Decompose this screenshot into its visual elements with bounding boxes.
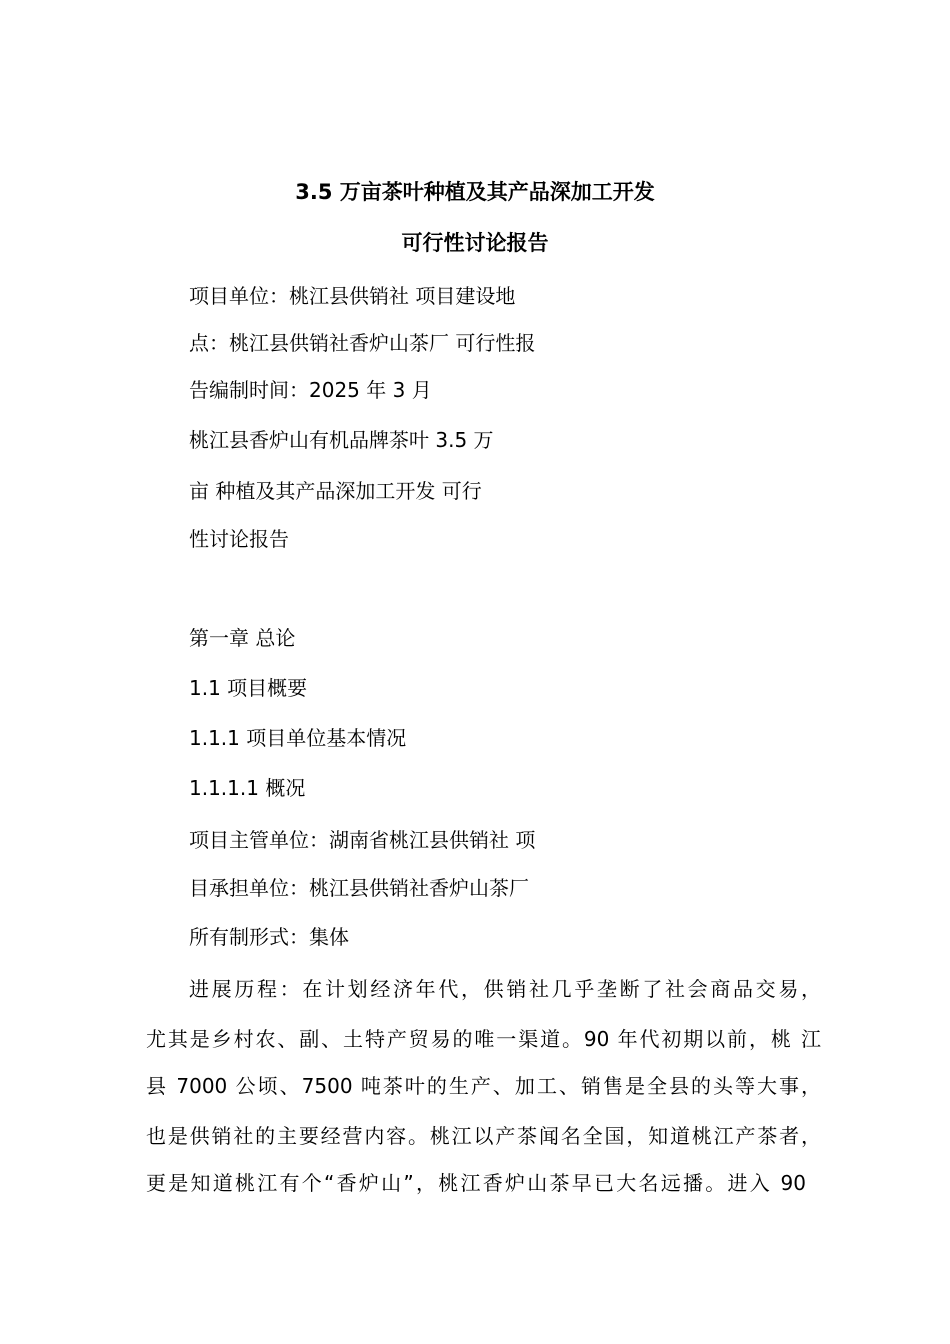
history-paragraph-line: 县 7000 公顷、7500 吨茶叶的生产、加工、销售是全县的头等大事， [146,1074,821,1098]
history-paragraph-line: 也是供销社的主要经营内容。桃江以产茶闻名全国，知道桃江产茶者， [146,1124,821,1148]
header-line: 项目单位：桃江县供销社 项目建设地 [189,284,516,308]
header-line: 性讨论报告 [189,527,289,551]
history-paragraph-line: 更是知道桃江有个“香炉山”，桃江香炉山茶早已大名远播。进入 90 [146,1171,806,1195]
document-title-line-2: 可行性讨论报告 [401,231,549,255]
chapter-heading: 第一章 总论 [189,626,296,650]
header-line: 桃江县香炉山有机品牌茶叶 3.5 万 [189,428,494,452]
section-heading-1-1-1-1: 1.1.1.1 概况 [189,776,306,800]
header-line: 亩 种植及其产品深加工开发 可行 [189,479,482,503]
overview-line: 目承担单位：桃江县供销社香炉山茶厂 [189,876,529,900]
history-paragraph-line: 尤其是乡村农、副、土特产贸易的唯一渠道。90 年代初期以前，桃 江 [146,1027,821,1051]
header-line: 点：桃江县供销社香炉山茶厂 可行性报 [189,331,536,355]
history-paragraph-line: 进展历程：在计划经济年代，供销社几乎垄断了社会商品交易， [189,977,821,1001]
section-heading-1-1: 1.1 项目概要 [189,676,308,700]
document-title-line-1: 3.5 万亩茶叶种植及其产品深加工开发 [295,180,655,204]
header-line: 告编制时间：2025 年 3 月 [189,378,432,402]
section-heading-1-1-1: 1.1.1 项目单位基本情况 [189,726,407,750]
overview-line: 项目主管单位：湖南省桃江县供销社 项 [189,828,536,852]
overview-line: 所有制形式：集体 [189,925,349,949]
